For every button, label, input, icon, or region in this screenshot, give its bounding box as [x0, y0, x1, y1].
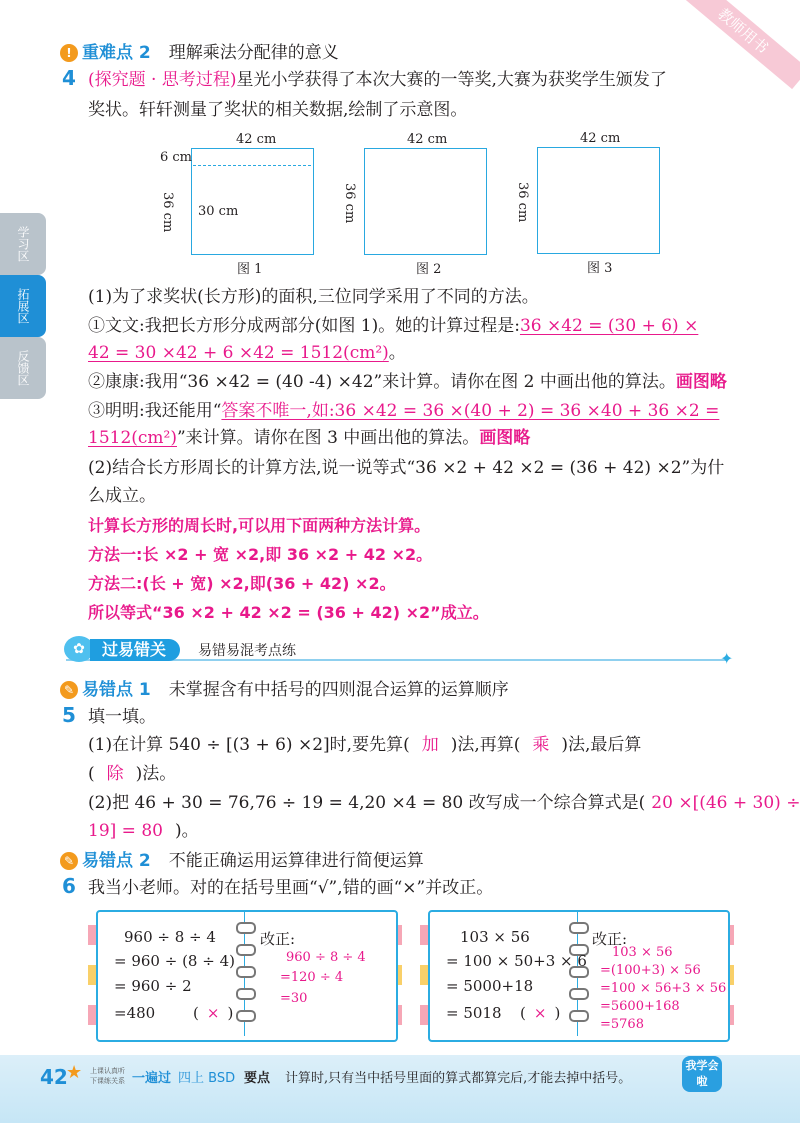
- q4-wenwen: [88, 314, 698, 338]
- notebook1-line-4: =480: [114, 1004, 156, 1022]
- mingming-answer-3: 画图略: [479, 428, 531, 448]
- heading-tag: 易错点 1: [82, 680, 151, 700]
- fig2-caption: 图 2: [416, 262, 442, 277]
- heading-tag: 易错点 2: [82, 851, 151, 871]
- question-number: 4: [62, 66, 76, 90]
- section-banner: 过易错关: [90, 639, 180, 661]
- q5-answer-div: 除: [106, 764, 124, 784]
- q5-text: )法,最后算: [561, 735, 642, 755]
- wenwen-text: ①文文:我把长方形分成两部分(如图 1)。她的计算过程是:: [88, 316, 520, 336]
- fig1-left-label: 36 cm: [160, 192, 175, 233]
- notebook1-fix-3: =30: [280, 991, 308, 1006]
- q4-mingming-2: [88, 426, 530, 450]
- notebook1-ring: [236, 966, 256, 978]
- notebook1-line-3: = 960 ÷ 2: [114, 977, 192, 995]
- notebook2-fix-5: =5768: [600, 1017, 644, 1032]
- footer-small-1: 上课认真听: [90, 1067, 125, 1075]
- heading-error-point-2: [60, 846, 424, 874]
- corner-stamp: 教师用书: [677, 0, 800, 89]
- q5-part2: [88, 791, 800, 815]
- q4-part2-2: 么成立。: [88, 486, 156, 506]
- pencil-icon: ✎: [60, 852, 78, 870]
- fig3-top-label: 42 cm: [580, 131, 621, 146]
- notebook1-fix-1: 960 ÷ 8 ÷ 4: [286, 950, 366, 965]
- q4-wenwen-2: [88, 341, 406, 365]
- section-banner-icon: ✿: [64, 636, 94, 662]
- wenwen-end: 。: [388, 343, 406, 363]
- notebook2-mark: [520, 1004, 560, 1022]
- exclamation-icon: !: [60, 44, 78, 62]
- notebook2-line-1: 103 × 56: [460, 928, 530, 946]
- notebook1-ring: [236, 988, 256, 1000]
- heading-tag: 重难点 2: [82, 43, 151, 63]
- heading-key-point: [60, 38, 339, 66]
- q4-answer-line-1: 计算长方形的周长时,可以用下面两种方法计算。: [88, 516, 431, 535]
- q5-part1: [88, 733, 641, 757]
- notebook2-ring: [569, 922, 589, 934]
- notebook2-line-2: = 100 × 50+3 × 6: [446, 952, 587, 970]
- pencil-icon: ✎: [60, 681, 78, 699]
- section-banner-star: ✦: [720, 649, 734, 668]
- footer-tip: 计算时,只有当中括号里面的算式都算完后,才能去掉中括号。: [285, 1071, 632, 1086]
- heading-error-point-1: [60, 675, 509, 703]
- side-tab-expand[interactable]: 拓展区: [0, 275, 46, 337]
- footer-brand: 一遍过: [132, 1071, 172, 1086]
- mingming-answer-2: 1512(cm²): [88, 428, 177, 448]
- fig1-top-label: 42 cm: [236, 132, 277, 147]
- footer-mascot-icon: ★: [66, 1062, 83, 1083]
- notebook1-line-2: = 960 ÷ (8 ÷ 4): [114, 952, 235, 970]
- notebook2-ring: [569, 1010, 589, 1022]
- question-line: 星光小学获得了本次大赛的一等奖,大赛为获奖学生颁发了: [236, 70, 667, 90]
- notebook2-line-4: = 5018: [446, 1004, 502, 1022]
- question-label: (探究题 · 思考过程): [88, 70, 237, 90]
- q4-answer-line-2: 方法一:长 ×2 + 宽 ×2,即 36 ×2 + 42 ×2。: [88, 545, 433, 564]
- question-number: 6: [62, 874, 76, 898]
- q5-text: )法。: [135, 764, 177, 784]
- q4-part1: (1)为了求奖状(长方形)的面积,三位同学采用了不同的方法。: [88, 287, 539, 307]
- notebook2-fix-3: =100 × 56+3 × 56: [600, 981, 727, 996]
- q4-answer-line-3: 方法二:(长 + 宽) ×2,即(36 + 42) ×2。: [88, 574, 396, 593]
- q4-answer-line-4: 所以等式“36 ×2 + 42 ×2 = (36 + 42) ×2”成立。: [88, 603, 489, 622]
- q6-intro: 我当小老师。对的在括号里画“√”,错的画“×”并改正。: [88, 878, 494, 898]
- notebook2-fix-2: =(100+3) × 56: [600, 963, 701, 978]
- q5-text: )。: [174, 821, 199, 841]
- q4-part2: (2)结合长方形周长的计算方法,说一说等式“36 ×2 + 42 ×2 = (36 + 42) ×2”为什: [88, 458, 725, 478]
- mark-bracket: ): [227, 1004, 234, 1022]
- notebook2-ring: [569, 988, 589, 1000]
- notebook2-line-3: = 5000+18: [446, 977, 534, 995]
- wenwen-answer-2: 42 = 30 ×42 + 6 ×42 = 1512(cm²): [88, 343, 389, 363]
- footer-tip-label: 要点: [244, 1071, 271, 1086]
- footer-small-2: 下课练关系: [90, 1077, 125, 1085]
- q5-answer-expression: 20 ×[(46 + 30) ÷: [651, 793, 800, 813]
- question-text-2: 奖状。轩轩测量了奖状的相关数据,绘制了示意图。: [88, 100, 468, 120]
- wenwen-answer: 36 ×42 = (30 + 6) ×: [519, 316, 699, 336]
- fig1-inner-label: 30 cm: [198, 204, 239, 219]
- heading-title: 未掌握含有中括号的四则混合运算的运算顺序: [168, 680, 509, 700]
- fig3-rectangle: [537, 147, 660, 254]
- q4-kangkang: [88, 370, 727, 394]
- q4-mingming: [88, 399, 719, 423]
- wrong-mark: ×: [533, 1004, 547, 1022]
- question-number: 5: [62, 703, 76, 727]
- notebook1-ring: [236, 944, 256, 956]
- fig3-caption: 图 3: [587, 261, 613, 276]
- q5-intro: 填一填。: [88, 707, 156, 727]
- wrong-mark: ×: [206, 1004, 220, 1022]
- footer-page-number: 42: [40, 1065, 68, 1089]
- fig2-top-label: 42 cm: [407, 132, 448, 147]
- q5-text: (2)把 46 + 30 = 76,76 ÷ 19 = 4,20 ×4 = 80 改写成一个综合算式是(: [88, 793, 646, 813]
- fig1-left-top-label: 6 cm: [160, 150, 193, 165]
- fig1-caption: 图 1: [237, 262, 263, 277]
- fig3-left-label: 36 cm: [515, 182, 530, 223]
- q5-text: (1)在计算 540 ÷ [(3 + 6) ×2]时,要先算(: [88, 735, 410, 755]
- heading-title: 理解乘法分配律的意义: [168, 43, 339, 63]
- notebook1-fix-label: 改正:: [260, 930, 296, 948]
- notebook1-fix-2: =120 ÷ 4: [280, 970, 344, 985]
- footer-grade: 四上 BSD: [178, 1071, 236, 1086]
- kangkang-answer: 画图略: [675, 372, 727, 392]
- q5-text: (: [88, 764, 95, 784]
- q5-part2-2: [88, 819, 199, 843]
- q5-answer-add: 加: [421, 735, 439, 755]
- side-tab-study[interactable]: 学习区: [0, 213, 46, 275]
- fig2-rectangle: [364, 148, 487, 255]
- q5-answer-expression-2: 19] = 80: [88, 821, 163, 841]
- kangkang-text: ②康康:我用“36 ×42 = (40 -4) ×42”来计算。请你在图 2 中画出他的算法。: [88, 372, 676, 392]
- notebook2-fix-label: 改正:: [592, 930, 628, 948]
- mingming-answer: 答案不唯一,如:36 ×42 = 36 ×(40 + 2) = 36 ×40 + 36 ×2 =: [221, 401, 720, 421]
- section-banner-subtitle: 易错易混考点练: [198, 643, 296, 659]
- notebook1-ring: [236, 1010, 256, 1022]
- q5-part1-2: [88, 762, 176, 786]
- q5-answer-mul: 乘: [532, 735, 550, 755]
- mark-bracket: (: [193, 1004, 199, 1022]
- mark-bracket: ): [554, 1004, 561, 1022]
- q5-text: )法,再算(: [450, 735, 521, 755]
- notebook2-fix-1: 103 × 56: [612, 945, 673, 960]
- notebook1-mark: [193, 1004, 233, 1022]
- notebook2-fix-4: =5600+168: [600, 999, 680, 1014]
- fig1-dashed-line: [193, 165, 311, 166]
- notebook1-ring: [236, 922, 256, 934]
- question-text: [88, 68, 667, 92]
- mingming-suffix: ”来计算。请你在图 3 中画出他的算法。: [176, 428, 480, 448]
- notebook1-line-1: 960 ÷ 8 ÷ 4: [124, 928, 216, 946]
- mark-bracket: (: [520, 1004, 526, 1022]
- mingming-text: ③明明:我还能用“: [88, 401, 222, 421]
- heading-title: 不能正确运用运算律进行简便运算: [168, 851, 424, 871]
- footer-logo: 我学会啦: [682, 1056, 722, 1092]
- fig2-left-label: 36 cm: [342, 183, 357, 224]
- side-tab-feedback[interactable]: 反馈区: [0, 337, 46, 399]
